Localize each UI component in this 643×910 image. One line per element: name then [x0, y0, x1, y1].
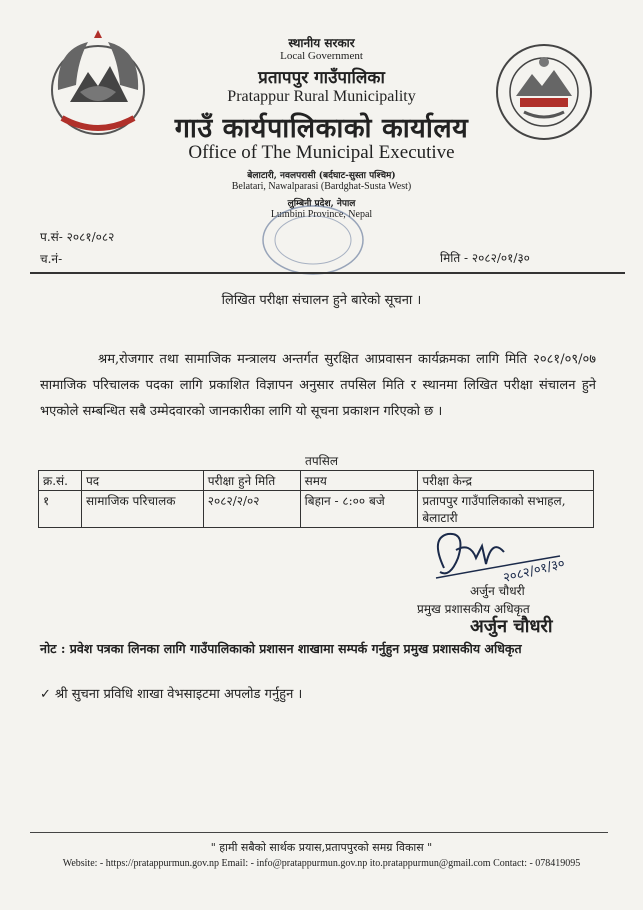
office-title-ne: गाउँ कार्यपालिकाको कार्यालय [174, 113, 469, 144]
local-government-en: Local Government [280, 50, 363, 62]
cell-exam-center: प्रतापपुर गाउँपालिकाको सभाहल, बेलाटारी [418, 491, 594, 528]
checklist-item: ✓ श्री सुचना प्रविधि शाखा वेभसाइटमा अपलोड गर्नुहुन । [40, 687, 303, 702]
province-en: Lumbini Province, Nepal [270, 209, 373, 220]
note-text: नोट : प्रवेश पत्रका लिनका लागि गाउँपालिकाको प्रशासन शाखामा सम्पर्क गर्नुहुन [40, 641, 400, 656]
municipality-name-en: Pratappur Rural Municipality [227, 88, 416, 105]
notice-subject: लिखित परीक्षा संचालन हुने बारेको सूचना । [221, 293, 422, 308]
signatory-name: अर्जुन चौधरी [470, 584, 525, 598]
header-divider [30, 272, 625, 274]
local-government-ne: स्थानीय सरकार [288, 36, 355, 50]
address-en: Belatari, Nawalparasi (Bardghat-Susta West) [231, 181, 412, 192]
cell-serial: १ [39, 491, 82, 528]
municipality-name-ne: प्रतापपुर गाउँपालिका [258, 68, 385, 88]
cell-post: सामाजिक परिचालक [81, 491, 203, 528]
header-serial: क्र.सं. [39, 471, 82, 491]
dispatch-number: च.नं- [40, 252, 63, 266]
handwritten-date: २०८२/०१/३० [501, 556, 567, 586]
letter-date: मिति - २०८२/०१/३० [440, 251, 530, 265]
notice-body: श्रम,रोजगार तथा सामाजिक मन्त्रालय अन्तर्गत सुरक्षित आप्रवासन कार्यक्रमका लागि मिति २०८१/०९/०७ सामाजिक परिचालक पदका लागि प्रकाशित विज्ञापन अनुसार तपसिल मिति र स्थानमा लिखित परीक्षा संचालन हुने भएकोले सम्बन्धित सबै उम्मेदवारको जानकारीका लागि यो सूचना प्रकाशन गरिएको छ । [40, 352, 596, 419]
signatory-title: प्रमुख प्रशासकीय अधिकृत [417, 602, 530, 616]
table-caption: तपसिल [304, 454, 338, 468]
address-ne: बेलाटारी, नवलपरासी (बर्दघाट-सुस्ता पश्चिम) [247, 171, 396, 181]
exam-schedule-table [38, 470, 594, 528]
table-row [39, 491, 594, 528]
note-stamp-title: प्रमुख प्रशासकीय अधिकृत [403, 641, 522, 656]
province-ne: लुम्बिनी प्रदेश, नेपाल [287, 199, 356, 209]
footer-slogan: " हामी सबैको सार्थक प्रयास,प्रतापपुरको समग्र विकास " [210, 841, 433, 854]
office-title-en: Office of The Municipal Executive [188, 142, 455, 163]
header-exam-date: परीक्षा हुने मिति [203, 471, 300, 491]
table-header-row [39, 471, 594, 491]
footer-contact: Website: - https://pratappurmun.gov.np Email: - info@pratappurmun.gov.np ito.pratappurmun@gmail.com Contact: - 078419095 [62, 858, 581, 869]
cell-time: बिहान - ८:०० बजे [300, 491, 418, 528]
note-line [40, 640, 522, 657]
footer-divider [30, 832, 608, 833]
header-post: पद [81, 471, 203, 491]
cell-exam-date: २०८२/२/०२ [203, 491, 300, 528]
header-exam-center: परीक्षा केन्द्र [418, 471, 594, 491]
header-time: समय [300, 471, 418, 491]
handwritten-signature [410, 528, 570, 588]
office-stamp [258, 200, 368, 280]
reference-number: प.सं- २०८१/०८२ [40, 230, 115, 244]
signatory-stamp-name: अर्जुन चौधरी [470, 616, 553, 637]
